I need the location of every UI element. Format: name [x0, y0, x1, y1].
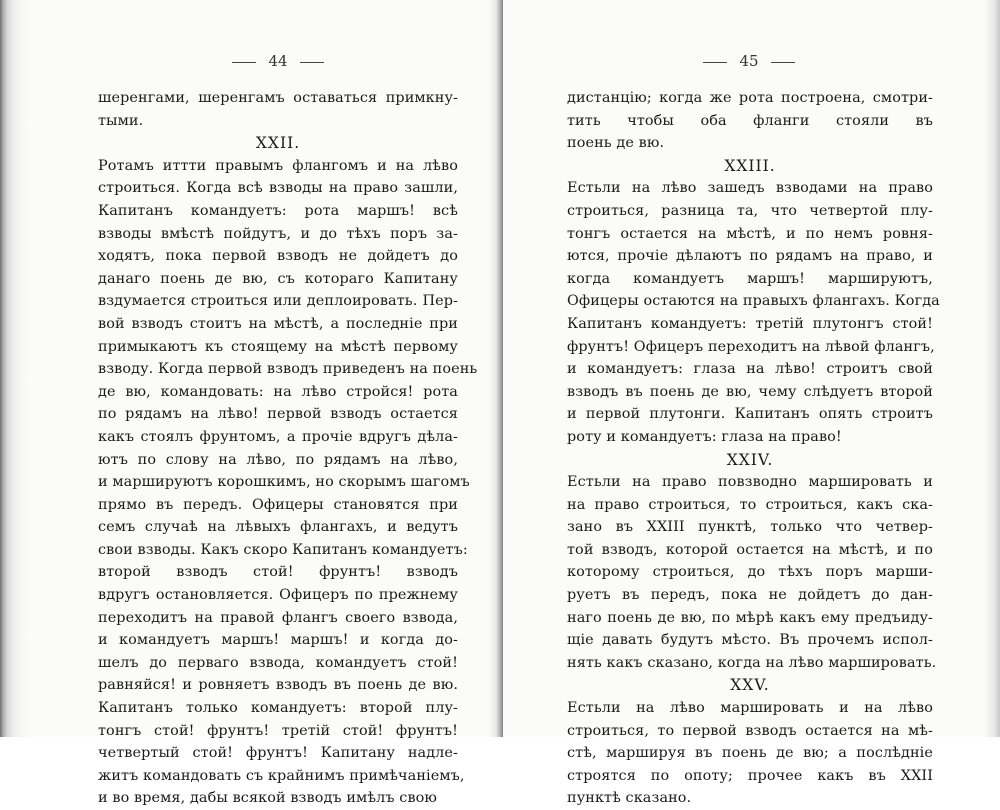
- text-line: и во время, дабы всякой взводъ имѣлъ свою: [98, 790, 438, 807]
- text-line: строиться, разница та, что четвертой плу-: [567, 202, 933, 219]
- text-line: свои взводы. Какъ скоро Капитанъ командуетъ:: [98, 541, 468, 558]
- page-edge-shadow-right: [984, 0, 1000, 737]
- text-line: Капитанъ командуетъ: третій плутонгъ стой!: [567, 315, 933, 332]
- text-line: Ротамъ иттти правымъ флангомъ и на лѣво: [98, 157, 458, 174]
- text-line: шеренгами, шеренгамъ оставаться примкну-: [98, 90, 458, 106]
- text-line: взводы вмѣстѣ пойдутъ, и до тѣхъ поръ за-: [98, 225, 458, 242]
- text-line: взводъ въ поень де вю, чему слѣдуетъ вторoй: [567, 383, 933, 400]
- text-line: строятся по опоту; прочее какъ въ XXII: [567, 767, 933, 784]
- text-line: Естьли на лѣво зашедъ взводами на право: [567, 180, 933, 197]
- text-line: зано въ XXIII пунктѣ, только что четвер-: [567, 519, 933, 536]
- text-line: Естьли на право повзводно маршировать и: [567, 474, 933, 491]
- text-line: вой взводъ стоитъ на мѣстѣ, а последніе при: [98, 315, 458, 332]
- text-line: ходятъ, пока первой взводъ не дойдетъ до: [98, 248, 458, 265]
- text-line: ютъ по слову на лѣво, по рядамъ на лѣво,: [98, 451, 458, 468]
- text-line: шелъ до перваго взвода, командуетъ стой!: [98, 654, 458, 671]
- text-line: Капитанъ командуетъ: рота маршъ! всѣ: [98, 202, 458, 219]
- text-line: вздумается строиться или деплоировать. Пер-: [98, 293, 458, 310]
- text-line: нять какъ сказано, когда на лѣво маршировать.: [567, 654, 937, 671]
- text-line: и командуетъ: глаза на лѣво! строитъ свой: [567, 361, 933, 378]
- text-line: переходитъ на правой флангъ своего взвода,: [98, 609, 458, 626]
- text-line: тонгъ остается на мѣстѣ, и по немъ ровня-: [567, 225, 933, 242]
- section-heading: XXIV.: [726, 450, 774, 469]
- text-line: той взводъ, которой остается на мѣстѣ, и по: [567, 541, 933, 558]
- text-line: прямо въ передъ. Офицеры становятся при: [98, 496, 458, 513]
- text-line: какъ стоялъ фрунтомъ, а прочіе вдругъ дѣла-: [98, 428, 458, 445]
- text-line: поень де вю.: [567, 135, 665, 152]
- text-line: дистанцію; когда же рота построена, смотри-: [567, 90, 933, 106]
- right-page-text: [567, 87, 940, 810]
- text-line: строиться, то первой взводъ остается на мѣ-: [567, 722, 933, 739]
- text-line: руетъ въ передъ, пока не дойдетъ до дан-: [567, 587, 933, 604]
- section-heading: XXIII.: [724, 156, 776, 175]
- text-line: роту и командуетъ: глаза на право!: [567, 428, 842, 445]
- section-heading: XXV.: [730, 676, 770, 695]
- page-number-right: 45: [689, 52, 809, 70]
- text-line: четвертый стой! фрунтъ! Капитану надле-: [98, 745, 458, 762]
- text-line: фрунтъ! Офицеръ переходитъ на лѣвой флангъ,: [567, 338, 935, 355]
- text-line: на право строиться, то строиться, какъ ска-: [567, 496, 933, 513]
- text-line: и маршируютъ корошкимъ, но скорымъ шагомъ: [98, 474, 470, 491]
- section-heading: XXII.: [255, 134, 301, 153]
- text-line: стѣ, маршируя въ поень де вю; а послѣдніе: [567, 745, 933, 762]
- page-number-left: 44: [218, 52, 338, 70]
- text-line: тить чтобы оба фланги стояли въ: [567, 112, 933, 129]
- text-line: Офицеры остаются на правыхъ флангахъ. Когда: [567, 293, 940, 310]
- text-line: де вю, командовать: на лѣво стройся! рота: [98, 383, 458, 400]
- text-line: тыми.: [98, 112, 144, 129]
- text-line: второй взводъ стой! фрунтъ! взводъ: [98, 564, 458, 581]
- text-line: данаго поень де вю, съ котораго Капитану: [98, 270, 458, 287]
- text-line: по рядамъ на лѣво! первой взводъ остается: [98, 406, 458, 423]
- text-line: Естьли на лѣво маршировать и на лѣво: [567, 700, 933, 717]
- text-line: ются, прочіе дѣлаютъ по рядамъ на право, и: [567, 248, 933, 265]
- right-page: [503, 0, 1000, 807]
- text-line: строиться. Когда всѣ взводы на право зашли,: [98, 180, 458, 197]
- left-page-text: [98, 87, 478, 810]
- text-line: семъ случаѣ на лѣвыхъ флангахъ, и ведутъ: [98, 519, 458, 536]
- text-line: которому строиться, до тѣхъ поръ марши-: [567, 564, 933, 581]
- text-line: и первой плутонги. Капитанъ опять строитъ: [567, 406, 933, 423]
- text-line: и командуетъ маршъ! маршъ! и когда до-: [98, 632, 458, 649]
- text-line: Капитанъ только командуетъ: второй плу-: [98, 700, 458, 717]
- text-line: примыкаютъ къ стоящему на мѣстѣ первому: [98, 338, 458, 355]
- text-line: вдругъ остановляется. Офицеръ по прежнему: [98, 587, 458, 604]
- text-line: наго поень де вю, по мѣрѣ какъ ему предъиду-: [567, 609, 933, 626]
- text-line: пунктѣ сказано.: [567, 790, 692, 807]
- text-line: житъ командовать съ крайнимъ примѣчаніемъ,: [98, 767, 465, 784]
- page-edge-shadow: [0, 0, 28, 737]
- text-line: равняйся! и ровняетъ взводъ въ поень де вю.: [98, 677, 458, 694]
- text-line: тонгъ стой! фрунтъ! третій стой! фрунтъ!: [98, 722, 458, 739]
- text-line: взводу. Когда первой взводъ приведенъ на поень: [98, 361, 478, 378]
- text-line: когда командуетъ маршъ! маршируютъ,: [567, 270, 933, 287]
- text-line: щіе давать будутъ мѣсто. Въ прочемъ испол-: [567, 632, 933, 649]
